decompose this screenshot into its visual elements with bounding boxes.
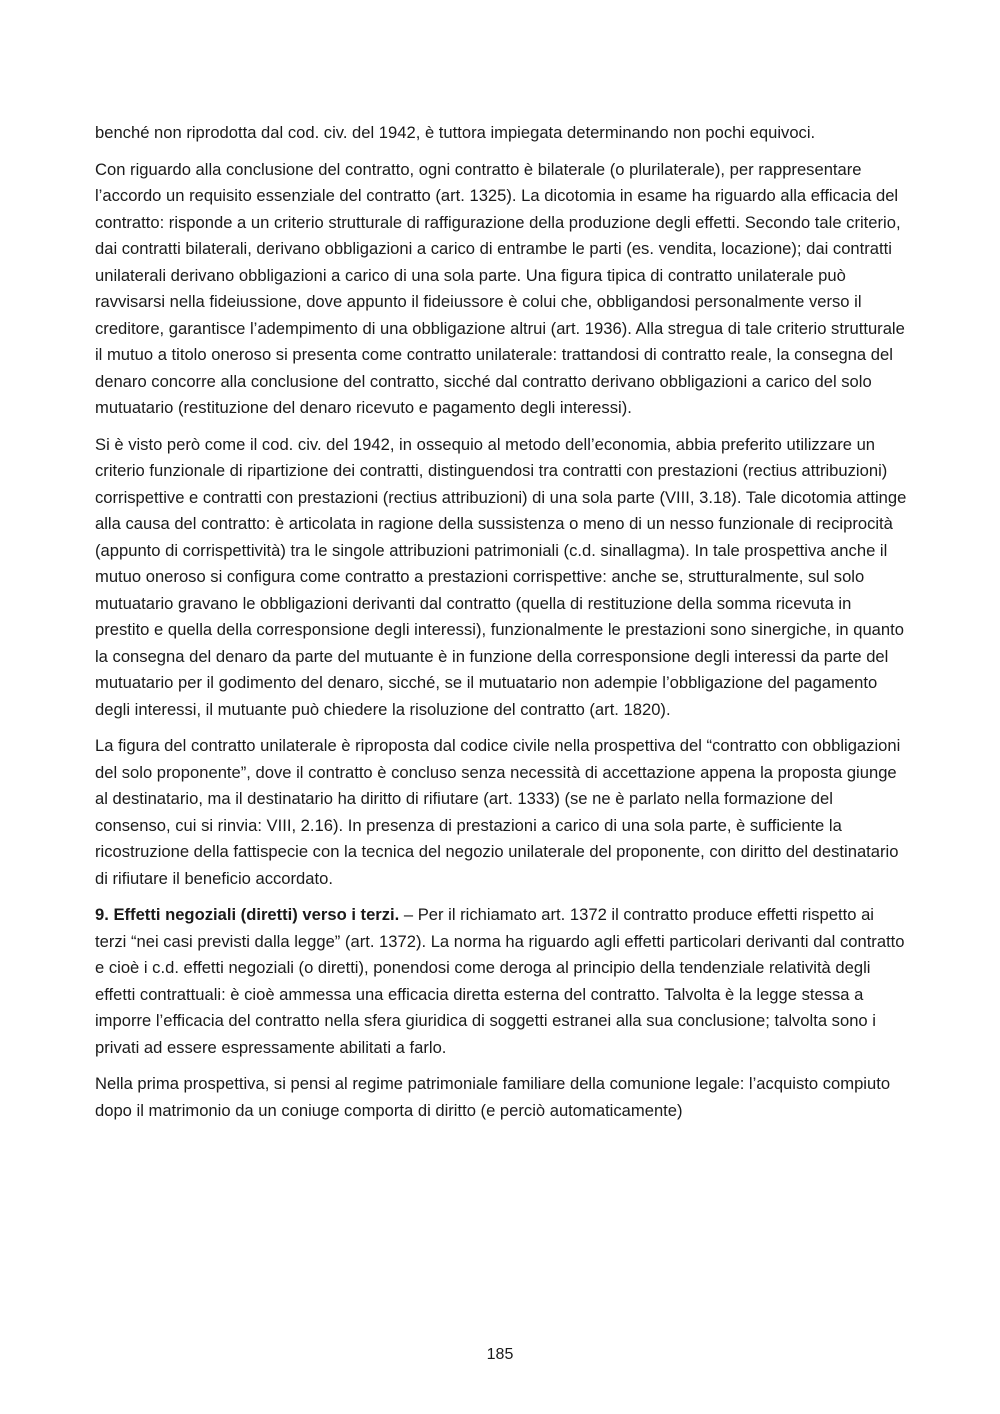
paragraph-continuation: benché non riprodotta dal cod. civ. del 1942, è tuttora impiegata determinando non pochi equivoci. <box>95 123 816 142</box>
paragraph-comunione-legale: Nella prima prospettiva, si pensi al regime patrimoniale familiare della comunione legale: l’acquisto compiuto dopo il matrimonio da un coniuge comporta di diritto (e perciò automaticamente) <box>95 1074 891 1120</box>
section-9-text: – Per il richiamato art. 1372 il contratto produce effetti rispetto ai terzi “nei casi previsti dalla legge” (art. 1372). La norma ha riguardo agli effetti particolari derivanti dal contratto e cioè i c.d. effetti negoziali (o diretti), ponendosi come deroga al principio della tendenziale relatività degli effetti contrattuali: è cioè ammessa una efficacia diretta esterna del contratto. Talvolta è la legge stessa a imporre l’efficacia del contratto nella sfera giuridica di soggetti estranei alla sua conclusione; talvolta sono i privati ad essere espressamente abilitati a farlo. <box>95 905 905 1057</box>
paragraph-corrispettive: Si è visto però come il cod. civ. del 1942, in ossequio al metodo dell’economia, abbia preferito utilizzare un criterio funzionale di ripartizione dei contratti, distinguendosi tra contratti con prestazioni (rectius attribuzioni) corrispettive e contratti con prestazioni (rectius attribuzioni) di una sola parte (VIII, 3.18). Tale dicotomia attinge alla causa del contratto: è articolata in ragione della sussistenza o meno di un nesso funzionale di reciprocità (appunto di corrispettività) tra le singole attribuzioni patrimoniali (c.d. sinallagma). In tale prospettiva anche il mutuo oneroso si configura come contratto a prestazioni corrispettive: anche se, strutturalmente, sul solo mutuatario gravano le obbligazioni derivanti dal contratto (quella di restituzione della somma ricevuta in prestito e quella della corresponsione degli interessi), funzionalmente le prestazioni sono sinergiche, in quanto la consegna del denaro da parte del mutuante è in funzione della corresponsione degli interessi da parte del mutuatario per il godimento del denaro, sicché, se il mutuatario non adempie l’obbligazione del pagamento degli interessi, il mutuante può chiedere la risoluzione del contratto (art. 1820). <box>95 434 907 719</box>
paragraph-unilateral-proponent: La figura del contratto unilaterale è riproposta dal codice civile nella prospettiva del “contratto con obbligazioni del solo proponente”, dove il contratto è concluso senza necessità di accettazione appena la proposta giunge al destinatario, ma il destinatario ha diritto di rifiutare (art. 1333) (se ne è parlato nella formazione del consenso, cui si rinvia: VIII, 2.16). In presenza di prestazioni a carico di una sola parte, è sufficiente la ricostruzione della fattispecie con la tecnica del negozio unilaterale del proponente, con diritto del destinatario di rifiutare il beneficio accordato. <box>95 736 901 888</box>
page-body <box>95 120 907 1134</box>
paragraph-section-9 <box>95 902 907 1061</box>
page-number: 185 <box>486 1346 514 1363</box>
section-heading: 9. Effetti negoziali (diretti) verso i terzi. <box>95 905 400 924</box>
paragraph-bilateral-contracts: Con riguardo alla conclusione del contratto, ogni contratto è bilaterale (o plurilaterale), per rappresentare l’accordo un requisito essenziale del contratto (art. 1325). La dicotomia in esame ha riguardo alla efficacia del contratto: risponde a un criterio strutturale di raffigurazione della produzione degli effetti. Secondo tale criterio, dai contratti bilaterali, derivano obbligazioni a carico di entrambe le parti (es. vendita, locazione); dai contratti unilaterali derivano obbligazioni a carico di una sola parte. Una figura tipica di contratto unilaterale può ravvisarsi nella fideiussione, dove appunto il fideiussore è colui che, obbligandosi personalmente verso il creditore, garantisce l’adempimento di una obbligazione altrui (art. 1936). Alla stregua di tale criterio strutturale il mutuo a titolo oneroso si presenta come contratto unilaterale: trattandosi di contratto reale, la consegna del denaro concorre alla conclusione del contratto, sicché dal contratto derivano obbligazioni a carico del solo mutuatario (restituzione del denaro ricevuto e pagamento degli interessi). <box>95 159 905 417</box>
